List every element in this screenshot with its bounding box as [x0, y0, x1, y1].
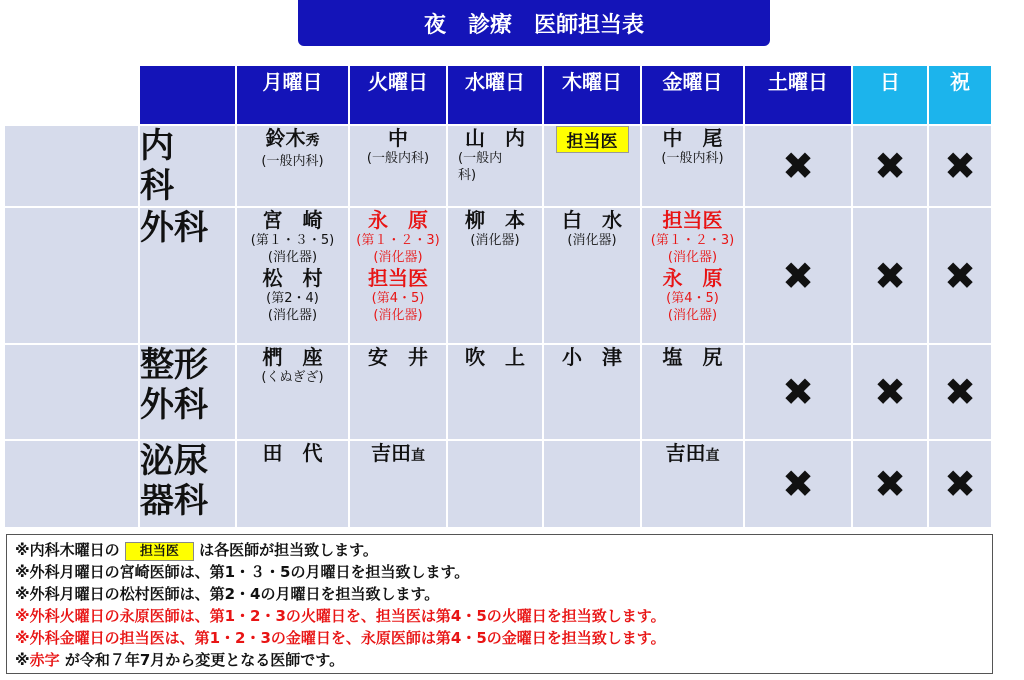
doctor-name: 椚 座 — [262, 345, 323, 369]
note-3: ※外科月曜日の松村医師は、第2・4の月曜日を担当致します。 — [15, 585, 440, 603]
row-lead — [4, 125, 139, 207]
note-text: ※内科木曜日の — [15, 541, 120, 559]
doctor-name: 担当医 — [368, 266, 428, 290]
cell-hinyo-tue — [349, 440, 447, 528]
specialty: (消化器) — [267, 250, 318, 265]
cell-geka-holiday — [928, 207, 992, 344]
note-6 — [15, 649, 984, 671]
day-header-thu: 木曜日 — [543, 65, 641, 125]
cell-naika-sat — [744, 125, 852, 207]
cell-hinyo-thu — [543, 440, 641, 528]
doctor-name: 安 井 — [368, 345, 428, 369]
doctor-name: 中 — [388, 126, 408, 150]
cell-naika-holiday — [928, 125, 992, 207]
corner-dept-header — [139, 65, 236, 125]
row-lead — [4, 440, 139, 528]
cell-geka-tue — [349, 207, 447, 344]
cell-hinyo-fri — [641, 440, 744, 528]
cell-seikei-fri — [641, 344, 744, 440]
row-naika — [4, 125, 992, 207]
schedule-note: (第4・5) — [371, 291, 425, 306]
page-title: 夜 診療 医師担当表 — [298, 0, 770, 46]
cell-seikei-wed — [447, 344, 543, 440]
closed-x-icon: ✖ — [944, 144, 976, 188]
closed-x-icon: ✖ — [944, 253, 976, 298]
doctor-name: 山 内 — [465, 126, 525, 150]
cell-naika-sun — [852, 125, 928, 207]
dept-hinyo — [139, 440, 236, 528]
dept-label: 整形 — [140, 345, 208, 385]
doctor-name: 鈴木 — [265, 126, 306, 150]
day-header-tue: 火曜日 — [349, 65, 447, 125]
header-row — [4, 65, 992, 125]
doctor-name: 白 水 — [562, 208, 622, 232]
doctor-name: 吉田 — [371, 441, 411, 465]
doctor-name: 松 村 — [262, 266, 323, 290]
specialty: (消化器) — [667, 308, 718, 323]
specialty-cont: 科) — [458, 168, 477, 183]
cell-seikei-thu — [543, 344, 641, 440]
cell-geka-mon — [236, 207, 349, 344]
cell-naika-fri — [641, 125, 744, 207]
cell-geka-wed — [447, 207, 543, 344]
specialty: (消化器) — [373, 250, 423, 265]
closed-x-icon: ✖ — [782, 253, 814, 298]
specialty: (一般内科) — [366, 151, 430, 166]
specialty: (消化器) — [267, 308, 318, 323]
closed-x-icon: ✖ — [944, 370, 976, 414]
cell-naika-wed — [447, 125, 543, 207]
doctor-name: 吉田 — [665, 441, 706, 465]
dept-label: 内 科 — [140, 126, 208, 206]
row-hinyo — [4, 440, 992, 528]
cell-naika-thu — [543, 125, 641, 207]
red-text-label: 赤字 — [29, 651, 60, 669]
doctor-name: 柳 本 — [465, 208, 525, 232]
cell-seikei-mon — [236, 344, 349, 440]
doctor-name: 田 代 — [262, 441, 323, 465]
cell-geka-sat — [744, 207, 852, 344]
doctor-name: 中 尾 — [662, 126, 723, 150]
closed-x-icon: ✖ — [874, 370, 906, 414]
cell-seikei-holiday — [928, 344, 992, 440]
schedule-note: (第１・２・3) — [650, 233, 735, 248]
dept-label-cont: 外科 — [140, 385, 208, 425]
cell-seikei-sat — [744, 344, 852, 440]
specialty: (消化器) — [470, 233, 520, 248]
specialty: (一般内 — [458, 151, 503, 166]
day-header-sun: 日 — [852, 65, 928, 125]
note-text: が令和７年7月から変更となる医師です。 — [64, 651, 345, 669]
doctor-name: 永 原 — [662, 266, 723, 290]
schedule-note: (第2・4) — [266, 291, 319, 306]
schedule-table — [3, 64, 993, 529]
cell-seikei-tue — [349, 344, 447, 440]
specialty: (消化器) — [567, 233, 617, 248]
dept-geka — [139, 207, 236, 344]
day-header-sat: 土曜日 — [744, 65, 852, 125]
day-header-fri: 金曜日 — [641, 65, 744, 125]
row-lead — [4, 344, 139, 440]
cell-hinyo-sat — [744, 440, 852, 528]
row-seikei — [4, 344, 992, 440]
doctor-name: 小 津 — [562, 345, 622, 369]
specialty: (消化器) — [373, 308, 423, 323]
closed-x-icon: ✖ — [874, 253, 906, 298]
note-5: ※外科金曜日の担当医は、第1・2・3の金曜日を、永原医師は第4・5の金曜日を担当致します。 — [15, 629, 666, 647]
note-2: ※外科月曜日の宮崎医師は、第1・３・5の月曜日を担当致します。 — [15, 563, 470, 581]
day-header-holiday: 祝 — [928, 65, 992, 125]
cell-hinyo-mon — [236, 440, 349, 528]
dept-label: 外科 — [140, 208, 208, 248]
dept-naika — [139, 125, 236, 207]
cell-geka-thu — [543, 207, 641, 344]
doctor-suffix: 直 — [705, 448, 720, 464]
cell-hinyo-wed — [447, 440, 543, 528]
doctor-suffix: 秀 — [305, 133, 320, 149]
corner-blank — [4, 65, 139, 125]
doctor-name: 塩 尻 — [662, 345, 723, 369]
closed-x-icon: ✖ — [782, 144, 814, 188]
cell-hinyo-sun — [852, 440, 928, 528]
day-header-mon: 月曜日 — [236, 65, 349, 125]
closed-x-icon: ✖ — [944, 462, 976, 506]
cell-geka-fri — [641, 207, 744, 344]
schedule-note: (第4・5) — [666, 291, 719, 306]
name-reading: (くぬぎざ) — [261, 370, 324, 385]
closed-x-icon: ✖ — [874, 144, 906, 188]
note-text: は各医師が担当致します。 — [199, 541, 378, 559]
doctor-name: 吹 上 — [465, 345, 525, 369]
cell-hinyo-holiday — [928, 440, 992, 528]
doctor-name: 永 原 — [368, 208, 428, 232]
closed-x-icon: ✖ — [782, 370, 814, 414]
row-geka — [4, 207, 992, 344]
day-header-wed: 水曜日 — [447, 65, 543, 125]
tanto-label: 担当医 — [556, 126, 629, 153]
dept-label: 泌尿 — [140, 441, 208, 481]
schedule-note: (第１・３・5) — [250, 233, 335, 248]
cell-naika-mon — [236, 125, 349, 207]
schedule-note: (第１・２・3) — [356, 233, 440, 248]
dept-seikei — [139, 344, 236, 440]
specialty: (一般内科) — [661, 151, 724, 166]
cell-naika-tue — [349, 125, 447, 207]
specialty: (消化器) — [667, 250, 718, 265]
doctor-name: 担当医 — [662, 208, 723, 232]
dept-label-cont: 器科 — [140, 481, 208, 521]
row-lead — [4, 207, 139, 344]
tanto-label: 担当医 — [125, 542, 194, 561]
note-text: ※ — [15, 651, 30, 669]
notes-box — [6, 534, 993, 674]
specialty: (一般内科) — [261, 154, 324, 169]
doctor-suffix: 直 — [411, 448, 425, 464]
doctor-name: 宮 崎 — [262, 208, 323, 232]
cell-seikei-sun — [852, 344, 928, 440]
note-1 — [15, 539, 984, 561]
closed-x-icon: ✖ — [782, 462, 814, 506]
closed-x-icon: ✖ — [874, 462, 906, 506]
note-4: ※外科火曜日の永原医師は、第1・2・3の火曜日を、担当医は第4・5の火曜日を担当致します。 — [15, 607, 666, 625]
cell-geka-sun — [852, 207, 928, 344]
